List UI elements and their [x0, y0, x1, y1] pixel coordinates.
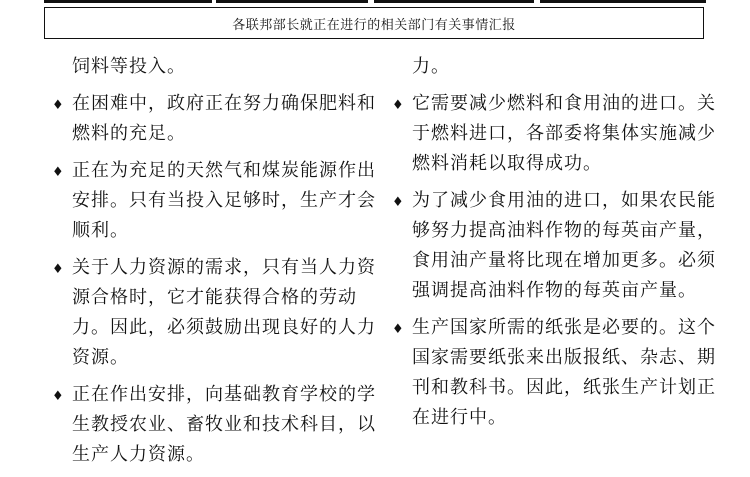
bullet-icon: ♦	[52, 262, 65, 277]
bullet-item	[388, 313, 718, 433]
bullet-text: 它需要减少燃料和食用油的进口。关于燃料进口，各部委将集体实施减少燃料消耗以取得成功。	[412, 93, 716, 174]
report-header	[44, 7, 704, 39]
bullet-icon: ♦	[52, 165, 65, 180]
bullet-item	[388, 186, 718, 306]
bullet-icon: ♦	[52, 98, 65, 113]
bullet-icon: ♦	[52, 389, 65, 404]
bullet-item	[388, 89, 718, 179]
bullet-text: 正在作出安排，向基础教育学校的学生教授农业、畜牧业和技术科目，以生产人力资源。	[72, 384, 376, 465]
right-column	[388, 52, 718, 440]
bullet-text: 在困难中，政府正在努力确保肥料和燃料的充足。	[72, 93, 376, 144]
bullet-item	[48, 380, 378, 470]
bullet-text: 生产国家所需的纸张是必要的。这个国家需要纸张来出版报纸、杂志、期刊和教科书。因此，纸张生产计划正在进行中。	[412, 317, 716, 428]
bullet-text: 正在为充足的天然气和煤炭能源作出安排。只有当投入足够时，生产才会顺利。	[72, 160, 376, 241]
bullet-icon: ♦	[392, 322, 405, 337]
bullet-text: 关于人力资源的需求，只有当人力资源合格时，它才能获得合格的劳动力。因此，必须鼓励出现良好的人力资源。	[72, 257, 376, 368]
bullet-item	[48, 253, 378, 373]
report-title: 各联邦部长就正在进行的相关部门有关事情汇报	[232, 17, 516, 33]
bullet-icon: ♦	[392, 98, 405, 113]
continuation-text: 力。	[412, 56, 450, 77]
top-rule	[44, 0, 706, 3]
left-column	[48, 52, 378, 477]
bullet-text: 为了减少食用油的进口，如果农民能够努力提高油料作物的每英亩产量，食用油产量将比现在增加更多。必须强调提高油料作物的每英亩产量。	[412, 190, 716, 301]
bullet-icon: ♦	[392, 195, 405, 210]
continuation-text: 饲料等投入。	[72, 56, 186, 77]
bullet-item	[48, 89, 378, 149]
bullet-item	[48, 156, 378, 246]
